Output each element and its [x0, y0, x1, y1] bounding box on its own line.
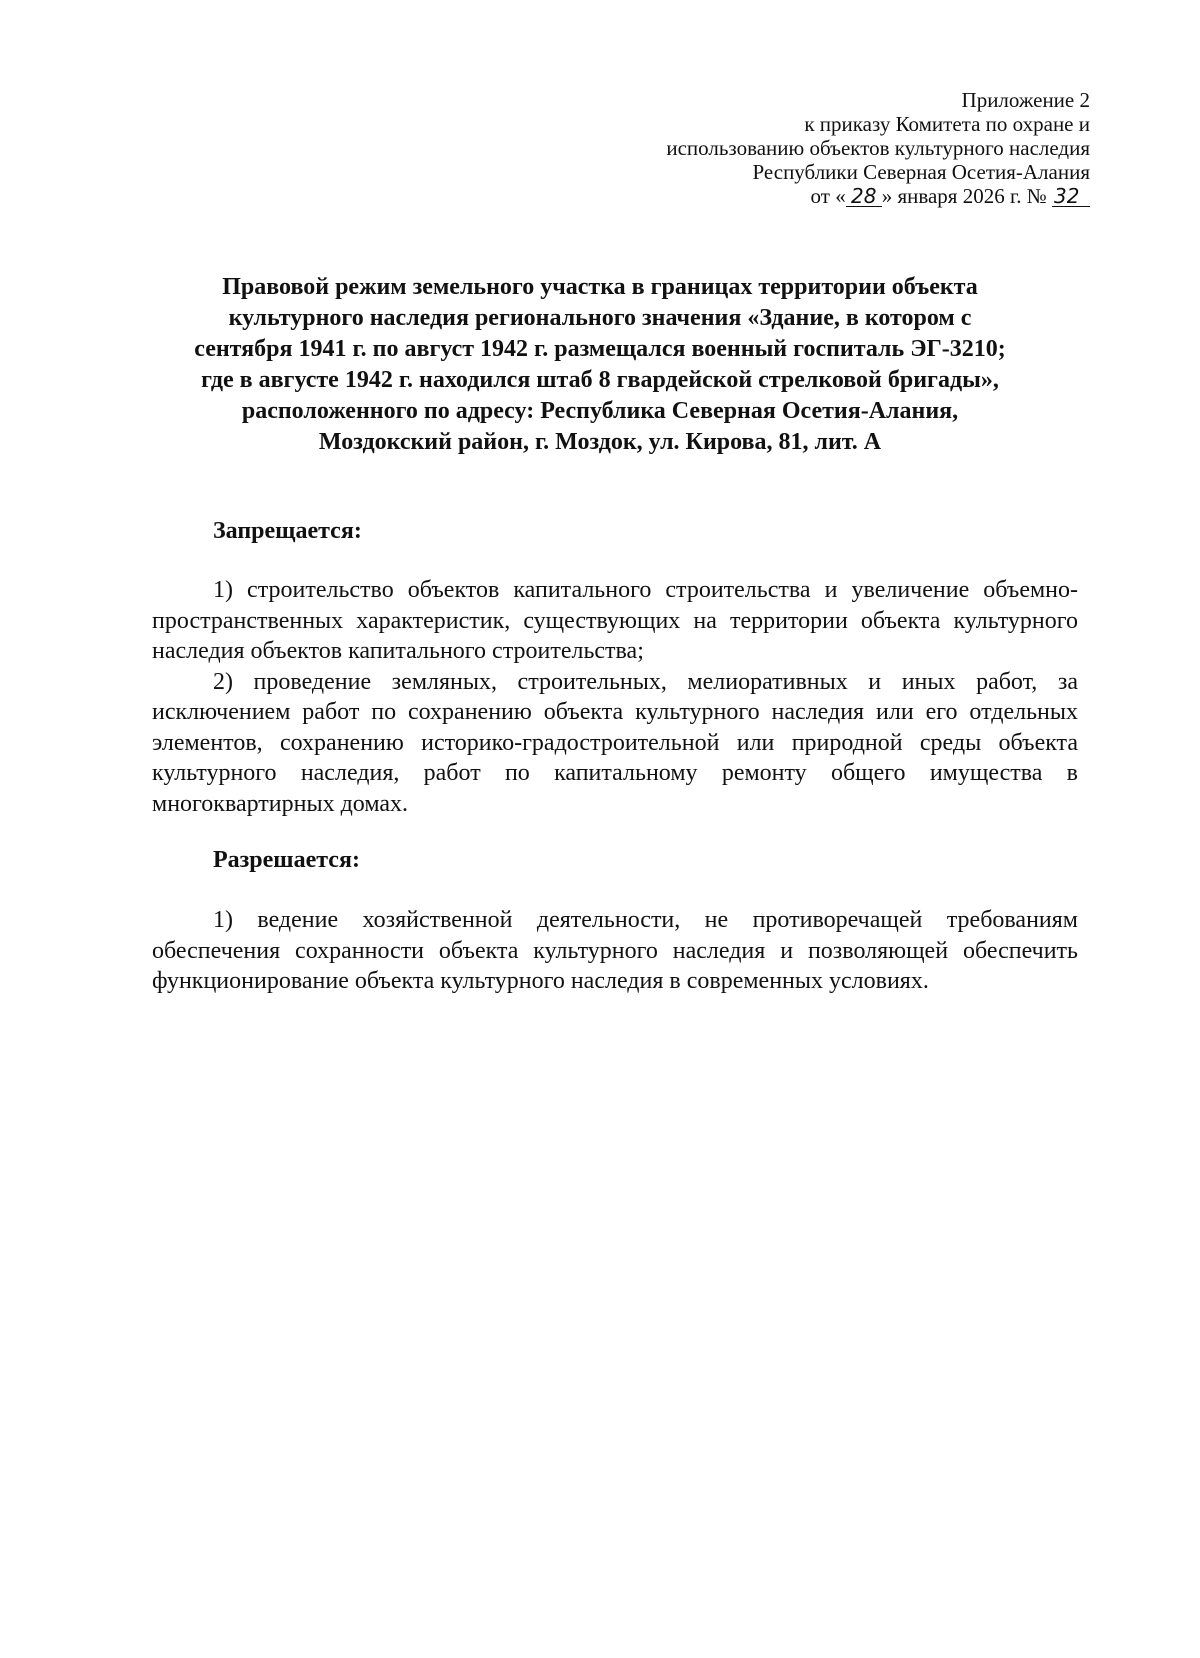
appendix-line-4: Республики Северная Осетия-Алания — [752, 160, 1090, 184]
appendix-line-3: использованию объектов культурного наследия — [666, 136, 1090, 160]
title-line-2: культурного наследия регионального значения «Здание, в котором с — [228, 305, 972, 331]
title-line-1: Правовой режим земельного участка в границах территории объекта — [222, 274, 978, 300]
prohibited-item-1: 1) строительство объектов капитального строительства и увеличение объемно-пространственных характеристик, существующих на территории объекта культурного наследия объектов капитального строительства; — [152, 577, 1078, 664]
prohibited-item-2: 2) проведение земляных, строительных, мелиоративных и иных работ, за исключением работ по сохранению объекта культурного наследия или его отдельных элементов, сохранению историко-градостроительной или природной среды объекта культурного наследия, работ по капитальному ремонту общего имущества в многоквартирных домах. — [152, 668, 1078, 817]
date-prefix: от « — [810, 184, 846, 208]
allowed-item-1: 1) ведение хозяйственной деятельности, не противоречащей требованиям обеспечения сохранности объекта культурного наследия и позволяющей обеспечить функционирование объекта культурного наследия в современных условиях. — [152, 907, 1078, 994]
prohibited-heading: Запрещается: — [213, 518, 362, 544]
allowed-heading: Разрешается: — [213, 847, 360, 873]
appendix-date-line — [530, 184, 1090, 208]
title-line-3: сентября 1941 г. по август 1942 г. размещался военный госпиталь ЭГ-3210; — [194, 336, 1006, 362]
title-line-4: где в августе 1942 г. находился штаб 8 гвардейской стрелковой бригады», — [201, 367, 999, 393]
handwritten-date-day: 28 — [846, 186, 882, 207]
handwritten-order-number: 32 — [1052, 186, 1090, 207]
prohibited-list — [152, 575, 1078, 819]
title-line-5: расположенного по адресу: Республика Северная Осетия-Алания, — [241, 398, 959, 424]
document-title — [150, 272, 1050, 458]
title-line-6: Моздокский район, г. Моздок, ул. Кирова, 81, лит. А — [318, 429, 882, 455]
appendix-header — [530, 88, 1090, 208]
date-suffix: » января 2026 г. № — [881, 184, 1047, 208]
allowed-list — [152, 905, 1078, 997]
appendix-line-2: к приказу Комитета по охране и — [804, 112, 1090, 136]
appendix-line-1: Приложение 2 — [961, 88, 1090, 112]
